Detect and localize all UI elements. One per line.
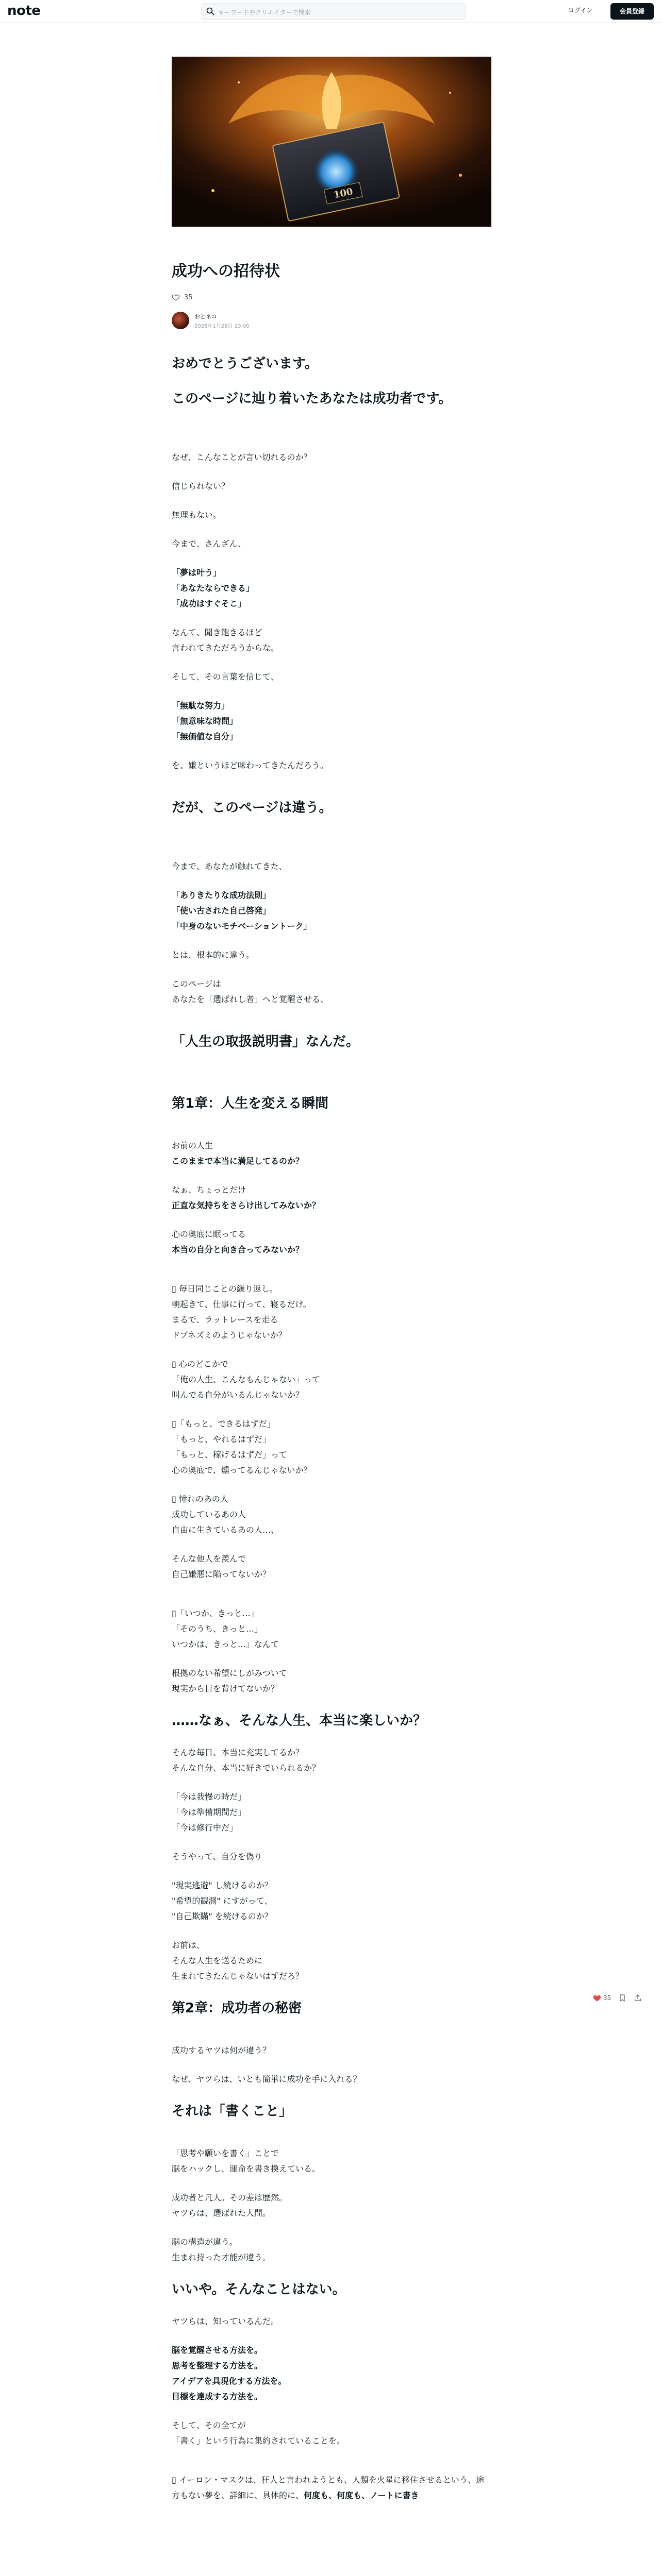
paragraph: そんな人生を送るために	[172, 1956, 263, 1965]
paragraph: ▯「いつか、きっと…」	[172, 1608, 259, 1618]
paragraph: まるで、ラットレースを走る	[172, 1315, 278, 1325]
paragraph: 言われてきただろうからな。	[172, 643, 279, 653]
paragraph: 生まれ持った才能が違う。	[172, 2252, 271, 2262]
author-info[interactable]	[172, 312, 491, 329]
paragraph: いつかは、きっと…」なんて	[172, 1639, 279, 1649]
paragraph: なぁ、ちょっとだけ	[172, 1185, 246, 1195]
top-navigation-bar	[0, 0, 662, 23]
paragraph: "希望的観測" にすがって、	[172, 1896, 273, 1906]
article-title: 成功への招待状	[172, 262, 280, 280]
paragraph: 脳をハックし、運命を書き換えている。	[172, 2164, 321, 2174]
bold-line: 「使い古された自己啓発」	[172, 906, 271, 916]
chapter-heading: 第2章：成功者の秘密	[172, 2001, 302, 2016]
like-count: 35	[184, 293, 193, 301]
bold-line: 「成功はすぐそこ」	[172, 599, 246, 608]
bold-line: アイデアを具現化する方法を。	[172, 2376, 287, 2386]
paragraph: お前の人生	[172, 1141, 213, 1150]
paragraph: そんな自分、本当に好きでいられるか？	[172, 1763, 321, 1773]
paragraph: ドブネズミのようじゃないか？	[172, 1330, 287, 1340]
article-body	[172, 353, 491, 2503]
author-name[interactable]: おとネコ	[194, 313, 217, 320]
side-like-count: 35	[603, 1994, 611, 2002]
paragraph: 心の奥底で、燻ってるんじゃないか？	[172, 1465, 312, 1475]
heading: おめでとうございます。	[172, 356, 318, 371]
paragraph: あなたを「選ばれし者」へと覚醒させる、	[172, 994, 329, 1004]
paragraph: 「もっと、やれるはずだ」	[172, 1434, 271, 1444]
bold-line: 「あなたならできる」	[172, 583, 254, 593]
paragraph: このページは	[172, 979, 221, 989]
paragraph: 「今は我慢の時だ」	[172, 1792, 246, 1802]
side-like-button[interactable]	[593, 1994, 611, 2002]
bold-line: 脳を覚醒させる方法を。	[172, 2345, 263, 2355]
heading: だが、このページは違う。	[172, 800, 333, 816]
search-input[interactable]	[201, 3, 466, 20]
bold-line: 「無価値な自分」	[172, 732, 238, 741]
bold-text: 何度も、何度も	[304, 2490, 362, 2500]
paragraph: 「思考や願いを書く」ことで	[172, 2148, 279, 2158]
bold-line: 本当の自分と向き合ってみないか？	[172, 1245, 304, 1255]
paragraph: "現実逃避" し続けるのか？	[172, 1880, 273, 1890]
paragraph-text: ▯ イーロン・マスクは、狂人と言われようとも、人類を火星に移住させるという、途方もない夢を、詳細に、具体的に、	[172, 2475, 484, 2500]
bold-line: 「中身のないモチベーショントーク」	[172, 921, 312, 931]
paragraph: 「今は修行中だ」	[172, 1823, 238, 1833]
paragraph: そんな他人を羨んで	[172, 1554, 246, 1564]
paragraph: ▯ 心のどこかで	[172, 1359, 228, 1369]
paragraph: 成功するヤツは何が違う？	[172, 2045, 271, 2055]
bold-line: 「夢は叶う」	[172, 568, 222, 578]
paragraph: 「今は準備期間だ」	[172, 1807, 246, 1817]
share-icon	[634, 1994, 642, 2002]
paragraph: 朝起きて、仕事に行って、寝るだけ。	[172, 1299, 311, 1309]
paragraph: お前は、	[172, 1940, 205, 1950]
bold-line: 思考を整理する方法を。	[172, 2361, 263, 2370]
login-link[interactable]: ログイン	[568, 7, 593, 14]
heading: ……なぁ、そんな人生、本当に楽しいか？	[172, 1713, 427, 1728]
like-button[interactable]	[172, 293, 491, 301]
paragraph: そんな毎日、本当に充実してるか？	[172, 1748, 304, 1757]
avatar[interactable]	[172, 312, 189, 329]
paragraph: 今まで、さんざん、	[172, 539, 246, 549]
bookmark-icon	[618, 1994, 626, 2002]
paragraph: 根拠のない希望にしがみついて	[172, 1668, 287, 1678]
paragraph: そして、その言葉を信じて、	[172, 672, 279, 682]
bold-line: 目標を達成する方法を。	[172, 2392, 263, 2401]
search-icon	[206, 7, 215, 16]
paragraph: 今まで、あなたが触れてきた、	[172, 861, 287, 871]
note-logo[interactable]: note	[7, 3, 41, 19]
bold-text: 、ノートに書き	[361, 2490, 419, 2500]
paragraph: 自己嫌悪に陥ってないか？	[172, 1569, 271, 1579]
paragraph: 心の奥底に眠ってる	[172, 1229, 246, 1239]
floating-action-bar	[593, 1994, 642, 2002]
bold-line: 「無駄な努力」	[172, 701, 230, 710]
paragraph: 「俺の人生、こんなもんじゃない」って	[172, 1375, 321, 1384]
bold-line: このままで本当に満足してるのか？	[172, 1156, 304, 1166]
paragraph: 成功者と凡人。その差は歴然。	[172, 2193, 288, 2202]
search-placeholder: キーワードやクリエイターで検索	[218, 9, 311, 16]
article	[172, 252, 491, 2503]
hero-image	[172, 57, 491, 227]
signup-button[interactable]: 会員登録	[610, 3, 654, 20]
heading: このページに辿り着いたあなたは成功者です。	[172, 391, 452, 406]
svg-text:100: 100	[333, 186, 354, 201]
bold-line: 正直な気持ちをさらけ出してみないか？	[172, 1200, 321, 1210]
paragraph: 成功しているあの人	[172, 1510, 246, 1519]
bold-line: 「ありきたりな成功法則」	[172, 890, 271, 900]
paragraph: ▯「もっと、できるはずだ」	[172, 1419, 275, 1429]
paragraph: そうやって、自分を偽り	[172, 1852, 262, 1861]
share-button[interactable]	[634, 1994, 642, 2002]
paragraph: そして、その全てが	[172, 2420, 246, 2430]
paragraph: 「書く」という行為に集約されていることを。	[172, 2436, 345, 2446]
paragraph: 現実から目を背けてないか？	[172, 1684, 279, 1693]
paragraph: "自己欺瞞" を続けるのか？	[172, 1911, 273, 1921]
publish-date: 2025年1月28日 13:00	[194, 323, 250, 329]
bold-line: 「無意味な時間」	[172, 716, 238, 726]
heart-icon	[172, 293, 180, 301]
heading: 「人生の取扱説明書」なんだ。	[172, 1034, 360, 1049]
paragraph: なぜ、ヤツらは、いとも簡単に成功を手に入れる？	[172, 2074, 361, 2084]
paragraph: 「もっと、稼げるはずだ」って	[172, 1450, 288, 1460]
paragraph: ヤツらは、選ばれた人間。	[172, 2208, 271, 2218]
paragraph: ▯ 憧れのあの人	[172, 1494, 228, 1504]
paragraph: 信じられない？	[172, 481, 230, 491]
paragraph: を、嫌というほど味わってきたんだろう。	[172, 760, 328, 770]
paragraph: とは、根本的に違う。	[172, 950, 255, 960]
chapter-heading: 第1章：人生を変える瞬間	[172, 1096, 329, 1111]
heading: いいや。そんなことはない。	[172, 2282, 346, 2297]
paragraph: ▯ 毎日同じことの繰り返し。	[172, 1284, 278, 1294]
paragraph: 無理もない。	[172, 510, 222, 520]
paragraph	[172, 2472, 491, 2503]
heart-icon	[593, 1994, 601, 2002]
paragraph: 自由に生きているあの人…、	[172, 1525, 279, 1535]
paragraph: 生まれてきたんじゃないはずだろ？	[172, 1971, 304, 1981]
heading: それは「書くこと」	[172, 2104, 293, 2119]
paragraph: 脳の構造が違う。	[172, 2237, 238, 2247]
bookmark-button[interactable]	[618, 1994, 626, 2002]
paragraph: 「そのうち、きっと…」	[172, 1624, 263, 1634]
paragraph: なぜ、こんなことが言い切れるのか？	[172, 452, 312, 462]
paragraph: なんて、聞き飽きるほど	[172, 628, 262, 637]
paragraph: 叫んでる自分がいるんじゃないか？	[172, 1390, 304, 1400]
paragraph: ヤツらは、知っているんだ。	[172, 2316, 279, 2326]
